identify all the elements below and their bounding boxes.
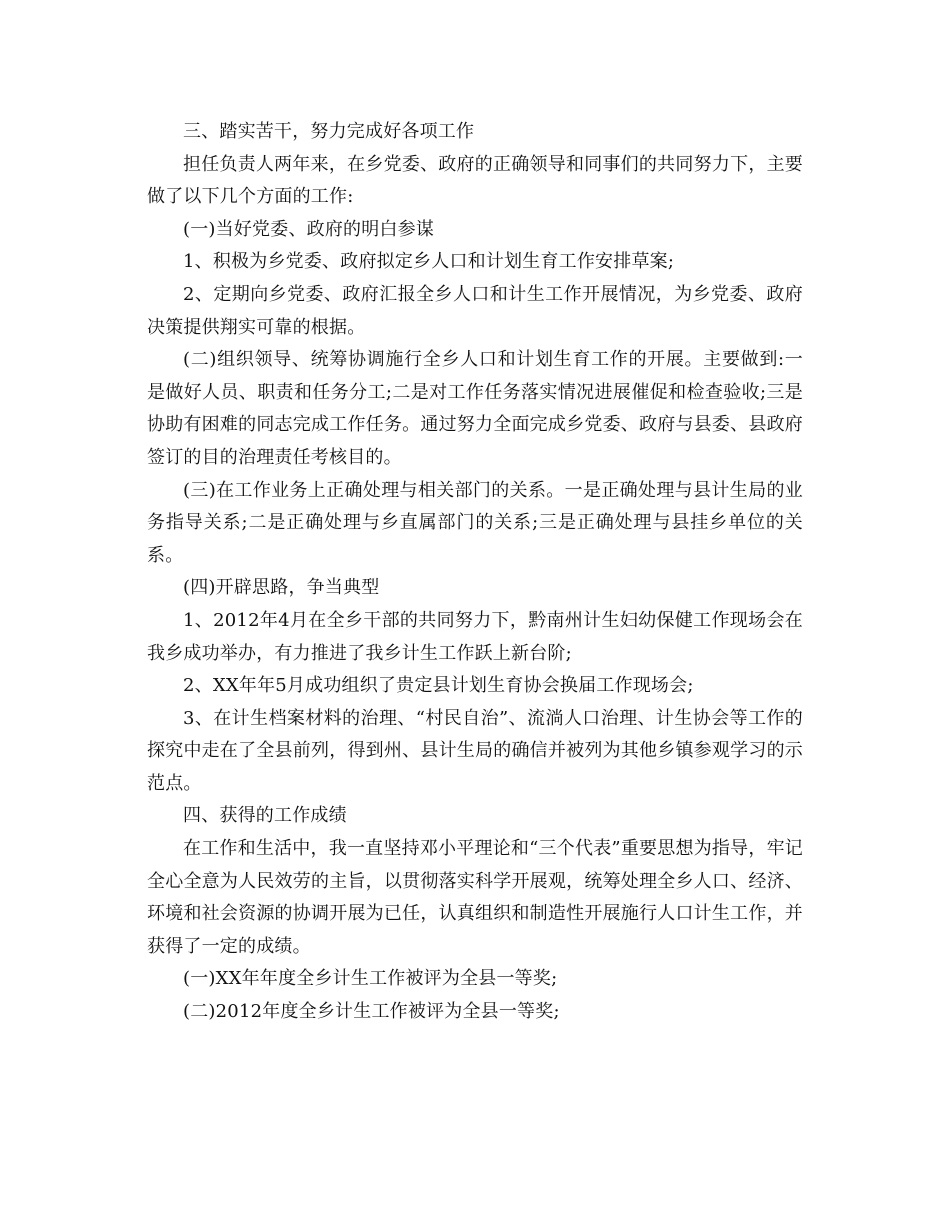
list-item-1-1: 1、积极为乡党委、政府拟定乡人口和计划生育工作安排草案; [183, 251, 675, 273]
subheading-1: (一)当好党委、政府的明白参谋 [183, 218, 435, 240]
subheading-4: (四)开辟思路，争当典型 [183, 577, 380, 599]
award-item-1: (一)XX年年度全乡计生工作被评为全县一等奖; [183, 968, 558, 990]
list-item-4-3: 3、在计生档案材料的治理、“村民自治”、流淌人口治理、计生协会等工作的探究中走在了全县前列，得到州、县计生局的确信并被列为其他乡镇参观学习的示范点。 [147, 707, 803, 794]
paragraph-relations: (三)在工作业务上正确处理与相关部门的关系。一是正确处理与县计生局的业务指导关系;二是正确处理与乡直属部门的关系;三是正确处理与县挂乡单位的关系。 [147, 479, 803, 566]
list-item-1-2: 2、定期向乡党委、政府汇报全乡人口和计生工作开展情况，为乡党委、政府决策提供翔实可靠的根据。 [147, 283, 803, 338]
list-item-4-2: 2、XX年年5月成功组织了贵定县计划生育协会换届工作现场会; [183, 675, 694, 697]
document-body [147, 116, 803, 1029]
paragraph-organize: (二)组织领导、统筹协调施行全乡人口和计划生育工作的开展。主要做到:一是做好人员、职责和任务分工;二是对工作任务落实情况进展催促和检查验收;三是协助有困难的同志完成工作任务。通过努力全面完成乡党委、政府与县委、县政府签订的目的治理责任考核目的。 [147, 349, 803, 468]
section-heading-4: 四、获得的工作成绩 [183, 805, 347, 827]
paragraph-intro: 担任负责人两年来，在乡党委、政府的正确领导和同事们的共同努力下，主要做了以下几个方面的工作: [147, 153, 803, 208]
list-item-4-1: 1、2012年4月在全乡干部的共同努力下，黔南州计生妇幼保健工作现场会在我乡成功举办，有力推进了我乡计生工作跃上新台阶; [147, 609, 803, 664]
paragraph-achievements: 在工作和生活中，我一直坚持邓小平理论和“三个代表”重要思想为指导，牢记全心全意为人民效劳的主旨，以贯彻落实科学开展观，统筹处理全乡人口、经济、环境和社会资源的协调开展为已任，认真组织和制造性开展施行人口计生工作，并获得了一定的成绩。 [147, 838, 803, 957]
section-heading-3: 三、踏实苦干，努力完成好各项工作 [183, 121, 475, 142]
award-item-2: (二)2012年度全乡计生工作被评为全县一等奖; [183, 1001, 560, 1023]
